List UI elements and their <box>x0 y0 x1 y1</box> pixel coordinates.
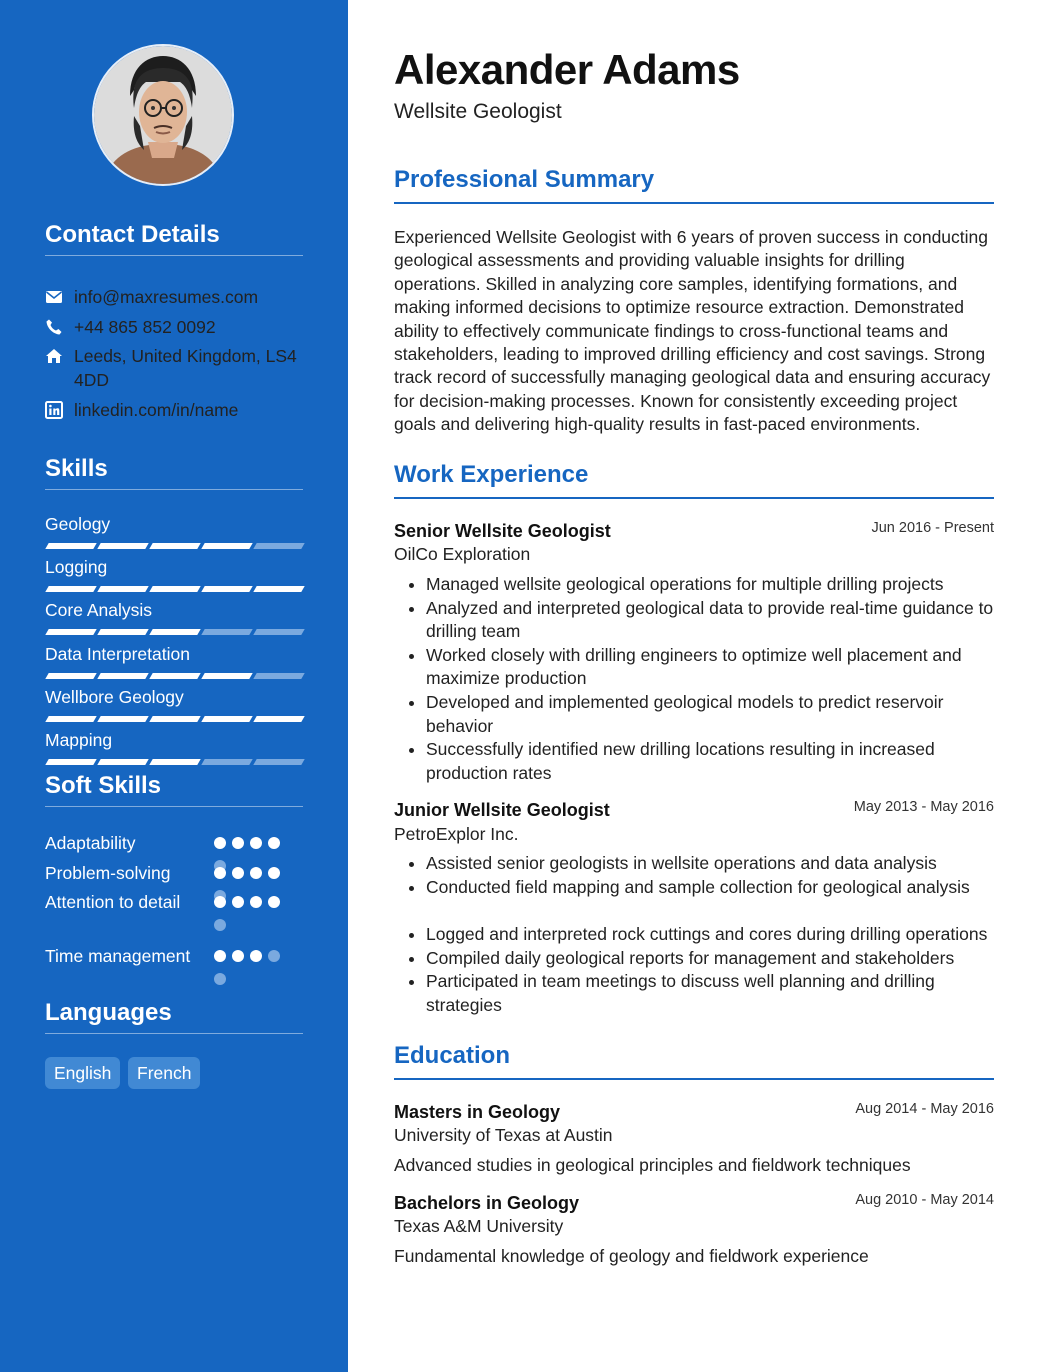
education-dates: Aug 2010 - May 2014 <box>855 1192 994 1208</box>
job-bullet: • Analyzed and interpreted geological data to provide real-time guidance to drilling team <box>426 597 994 644</box>
education-description: Advanced studies in geological principles and fieldwork techniques <box>394 1155 911 1175</box>
rating-dot <box>214 919 226 931</box>
skill-level-segment <box>201 586 252 592</box>
home-icon <box>45 347 63 365</box>
skill-level-bar <box>47 716 303 722</box>
rating-dot <box>214 973 226 985</box>
school-name: Texas A&M University <box>394 1216 564 1236</box>
skill-level-segment <box>97 759 148 765</box>
soft-skill-name: Adaptability <box>45 833 136 853</box>
avatar-photo <box>94 46 232 184</box>
job-bullet: • Developed and implemented geological models to predict reservoir behavior <box>426 691 994 738</box>
soft-skill-name: Attention to detail <box>45 892 181 912</box>
rating-dot <box>232 867 244 879</box>
job-bullet: • Worked closely with drilling engineers to optimize well placement and maximize production <box>426 644 994 691</box>
education-heading: Education <box>394 1042 994 1080</box>
language-chip: French <box>128 1057 200 1089</box>
skill-name: Logging <box>45 557 108 577</box>
rating-dot <box>268 950 280 962</box>
job-company: OilCo Exploration <box>394 544 531 564</box>
rating-dot <box>250 867 262 879</box>
rating-dot <box>214 896 226 908</box>
candidate-role: Wellsite Geologist <box>394 100 562 123</box>
contact-heading: Contact Details <box>45 221 303 256</box>
rating-dot <box>250 837 262 849</box>
summary-text: Experienced Wellsite Geologist with 6 years of proven success in conducting geological assessments and providing valuable insights for drilling operations. Skilled in analyzing core samples, identifying formations, and making informed decisions to optimize resource extraction. Demonstrated ability to effectively communicate findings to cross-functional teams and stakeholders, leading to improved drilling efficiency and cost savings. Strong track record of successfully managing geological data and ensuring accuracy for decision-making processes. Known for consistently exceeding project goals and delivering high-quality results in fast-paced environments. <box>394 227 991 435</box>
soft-skill-rating <box>214 896 286 942</box>
rating-dot <box>232 950 244 962</box>
soft-skill-name: Time management <box>45 946 191 966</box>
degree-title: Masters in Geology <box>394 1102 561 1122</box>
contact-phone[interactable] <box>45 315 303 339</box>
skill-level-segment <box>97 586 148 592</box>
skill-level-bar <box>47 543 303 549</box>
phone-icon <box>45 318 63 336</box>
skill-level-segment <box>45 586 96 592</box>
job-bullet: • Assisted senior geologists in wellsite operations and data analysis <box>426 852 994 876</box>
skill-level-segment <box>149 673 200 679</box>
language-chip: English <box>45 1057 120 1089</box>
job-bullet: • Compiled daily geological reports for management and stakeholders <box>426 947 994 971</box>
skill-level-segment <box>97 629 148 635</box>
skill-level-segment <box>97 716 148 722</box>
skill-level-segment <box>45 629 96 635</box>
rating-dot <box>250 896 262 908</box>
skill-level-segment <box>45 716 96 722</box>
skill-name: Geology <box>45 514 111 534</box>
contact-location <box>45 344 303 392</box>
job-title: Junior Wellsite Geologist <box>394 800 610 820</box>
skill-name: Data Interpretation <box>45 644 190 664</box>
skill-level-segment <box>253 629 304 635</box>
candidate-name: Alexander Adams <box>394 46 740 93</box>
skill-name: Core Analysis <box>45 600 152 620</box>
education-description: Fundamental knowledge of geology and fieldwork experience <box>394 1246 869 1266</box>
rating-dot <box>268 837 280 849</box>
skill-level-bar <box>47 759 303 765</box>
skill-level-segment <box>201 543 252 549</box>
skill-name: Wellbore Geology <box>45 687 184 707</box>
school-name: University of Texas at Austin <box>394 1125 613 1145</box>
skill-level-segment <box>149 629 200 635</box>
rating-dot <box>214 950 226 962</box>
skill-level-segment <box>45 759 96 765</box>
email-text: info@maxresumes.com <box>74 287 259 307</box>
rating-dot <box>268 896 280 908</box>
job-dates: Jun 2016 - Present <box>871 520 994 536</box>
skill-level-bar <box>47 673 303 679</box>
skill-level-segment <box>253 586 304 592</box>
skill-level-segment <box>97 543 148 549</box>
skill-level-segment <box>149 759 200 765</box>
skill-level-segment <box>201 673 252 679</box>
soft-skill-rating <box>214 950 286 996</box>
linkedin-text: linkedin.com/in/name <box>74 400 239 420</box>
rating-dot <box>232 837 244 849</box>
phone-text: +44 865 852 0092 <box>74 317 216 337</box>
skill-level-segment <box>149 716 200 722</box>
experience-heading: Work Experience <box>394 461 994 499</box>
skill-level-bar <box>47 629 303 635</box>
contact-email[interactable] <box>45 285 303 309</box>
rating-dot <box>214 837 226 849</box>
skill-level-segment <box>253 716 304 722</box>
job-bullet: • Successfully identified new drilling locations resulting in increased production rates <box>426 738 994 785</box>
skill-level-segment <box>149 543 200 549</box>
job-bullet: • Managed wellsite geological operations for multiple drilling projects <box>426 573 994 597</box>
skill-level-segment <box>253 543 304 549</box>
job-bullet: • Logged and interpreted rock cuttings and cores during drilling operations <box>426 923 994 947</box>
skills-heading: Skills <box>45 455 303 490</box>
job-bullets <box>394 852 994 1018</box>
job-bullets <box>394 573 994 785</box>
job-title: Senior Wellsite Geologist <box>394 521 611 541</box>
skill-name: Mapping <box>45 730 113 750</box>
skill-level-segment <box>45 673 96 679</box>
skill-level-segment <box>201 759 252 765</box>
languages-heading: Languages <box>45 999 303 1034</box>
linkedin-icon <box>45 401 63 419</box>
rating-dot <box>250 950 262 962</box>
skill-level-segment <box>201 716 252 722</box>
sidebar <box>0 0 348 1372</box>
skill-level-segment <box>201 629 252 635</box>
education-dates: Aug 2014 - May 2016 <box>855 1101 994 1117</box>
avatar <box>92 44 234 186</box>
skill-level-segment <box>253 759 304 765</box>
skill-level-segment <box>45 543 96 549</box>
job-company: PetroExplor Inc. <box>394 824 519 844</box>
skill-level-segment <box>149 586 200 592</box>
rating-dot <box>268 867 280 879</box>
skill-level-segment <box>97 673 148 679</box>
skill-level-segment <box>253 673 304 679</box>
job-dates: May 2013 - May 2016 <box>853 799 994 815</box>
contact-linkedin[interactable] <box>45 398 303 422</box>
rating-dot <box>214 867 226 879</box>
job-bullet: • Conducted field mapping and sample collection for geological analysis <box>426 876 994 900</box>
rating-dot <box>232 896 244 908</box>
soft-skills-heading: Soft Skills <box>45 772 303 807</box>
job-bullet: • Participated in team meetings to discuss well planning and drilling strategies <box>426 970 994 1017</box>
degree-title: Bachelors in Geology <box>394 1193 580 1213</box>
soft-skill-name: Problem-solving <box>45 863 171 883</box>
skill-level-bar <box>47 586 303 592</box>
summary-heading: Professional Summary <box>394 166 994 204</box>
envelope-icon <box>45 288 63 306</box>
location-text: Leeds, United Kingdom, LS4 4DD <box>74 346 297 390</box>
